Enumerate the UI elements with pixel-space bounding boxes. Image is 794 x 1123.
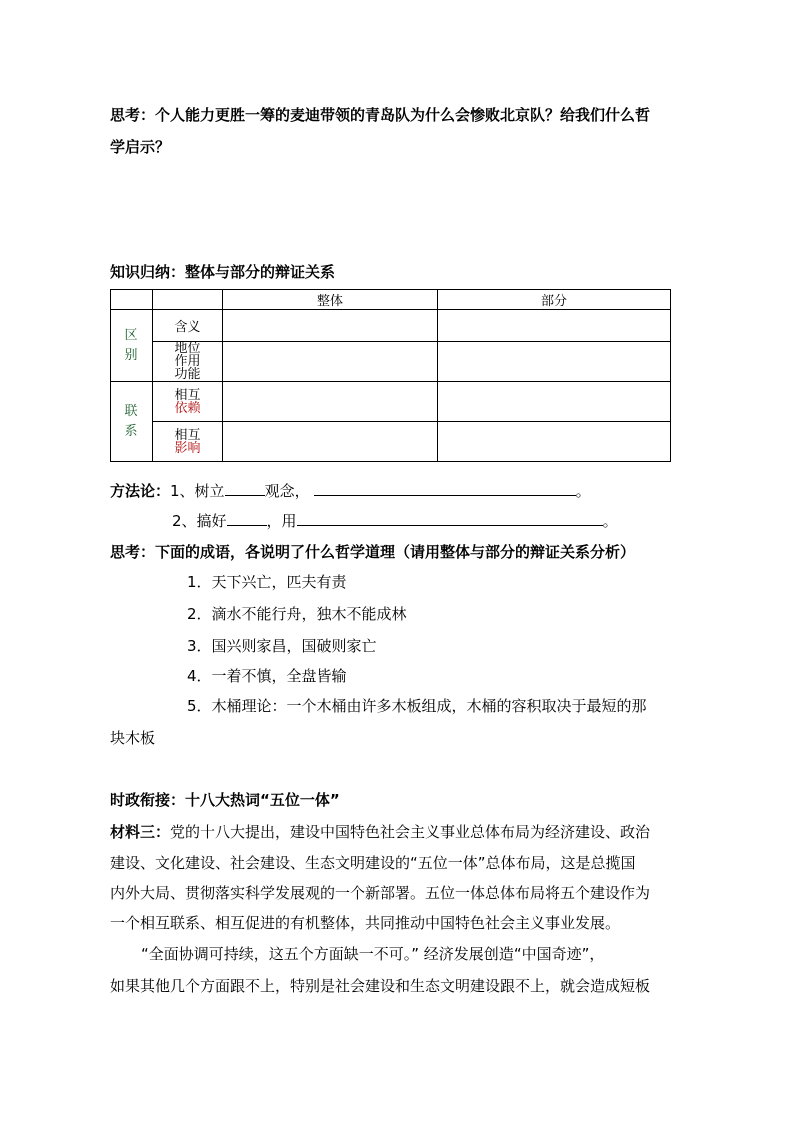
methodology-text: 。	[602, 512, 618, 530]
table-corner-cell	[153, 290, 223, 310]
table-corner-cell	[111, 290, 153, 310]
row-label-interaction	[153, 422, 223, 462]
whole-part-table	[110, 289, 671, 462]
paragraph-line: 一个相互联系、相互促进的有机整体，共同推动中国特色社会主义事业发展。	[110, 914, 621, 932]
methodology-line-1	[110, 479, 591, 501]
row-label-line: 功能	[174, 367, 201, 382]
row-label-meaning: 含义	[153, 310, 223, 342]
table-cell-blank[interactable]	[438, 342, 671, 382]
row-label-line: 相互	[174, 387, 201, 403]
idiom-item: 1．天下兴亡，匹夫有责	[187, 573, 347, 591]
methodology-label: 方法论：	[110, 482, 171, 500]
think-question-1-line2: 学启示？	[110, 138, 171, 156]
table-cell-blank[interactable]	[223, 382, 438, 422]
group-char: 联	[124, 403, 139, 419]
material-3-line	[110, 821, 650, 842]
methodology-text: 2、搞好	[172, 512, 227, 530]
methodology-text: ，用	[266, 512, 297, 530]
paragraph-line: 建设、文化建设、社会建设、生态文明建设的“五位一体”总体布局，这是总揽国	[110, 854, 636, 872]
row-label-status	[153, 342, 223, 382]
fill-blank[interactable]	[225, 479, 265, 496]
idiom-item: 5．木桶理论：一个木桶由许多木板组成，木桶的容积取决于最短的那	[187, 697, 647, 715]
group-char: 别	[124, 347, 139, 363]
group-char: 区	[124, 327, 139, 343]
methodology-line-2	[172, 509, 618, 531]
row-label-interdependence	[153, 382, 223, 422]
column-header-whole: 整体	[223, 290, 438, 310]
row-label-line: 相互	[174, 427, 201, 443]
idiom-item-continuation: 块木板	[110, 729, 156, 747]
fill-blank[interactable]	[227, 509, 267, 526]
methodology-text: 1、树立	[170, 482, 225, 500]
methodology-text: 观念，	[264, 482, 310, 500]
table-cell-blank[interactable]	[223, 310, 438, 342]
group-label-connection	[111, 382, 153, 462]
summary-title: 知识归纳：整体与部分的辩证关系	[110, 263, 336, 281]
row-label-line: 依赖	[174, 400, 201, 416]
row-label-line: 影响	[174, 440, 201, 456]
fill-blank[interactable]	[297, 509, 603, 526]
table-cell-blank[interactable]	[223, 422, 438, 462]
think-question-2-title: 思考：下面的成语，各说明了什么哲学道理（请用整体与部分的辩证关系分析）	[110, 543, 636, 561]
think-question-1-line1: 思考：个人能力更胜一筹的麦迪带领的青岛队为什么会惨败北京队？给我们什么哲	[110, 106, 651, 124]
paragraph-line: 内外大局、贯彻落实科学发展观的一个新部署。五位一体总体布局将五个建设作为	[110, 884, 651, 902]
idiom-item: 2．滴水不能行舟，独木不能成林	[187, 605, 407, 623]
table-cell-blank[interactable]	[438, 422, 671, 462]
group-char: 系	[124, 423, 139, 439]
idiom-item: 4．一着不慎，全盘皆输	[187, 667, 347, 685]
table-cell-blank[interactable]	[223, 342, 438, 382]
row-label-line: 地位	[174, 341, 201, 356]
idiom-item: 3．国兴则家昌，国破则家亡	[187, 637, 377, 655]
group-label-difference	[111, 310, 153, 382]
material-label: 材料三：	[110, 823, 171, 841]
row-label-line: 作用	[174, 354, 201, 369]
fill-blank[interactable]	[314, 479, 576, 496]
column-header-part: 部分	[438, 290, 671, 310]
paragraph-line: 如果其他几个方面跟不上，特别是社会建设和生态文明建设跟不上，就会造成短板	[110, 977, 651, 995]
table-cell-blank[interactable]	[438, 310, 671, 342]
table-cell-blank[interactable]	[438, 382, 671, 422]
paragraph-text: 党的十八大提出，建设中国特色社会主义事业总体布局为经济建设、政治	[170, 823, 651, 841]
current-affairs-title: 时政衔接：十八大热词“五位一体”	[110, 791, 340, 809]
methodology-text: 。	[575, 482, 591, 500]
paragraph-line: “全面协调可持续，这五个方面缺一不可。” 经济发展创造“中国奇迹”，	[141, 945, 605, 963]
